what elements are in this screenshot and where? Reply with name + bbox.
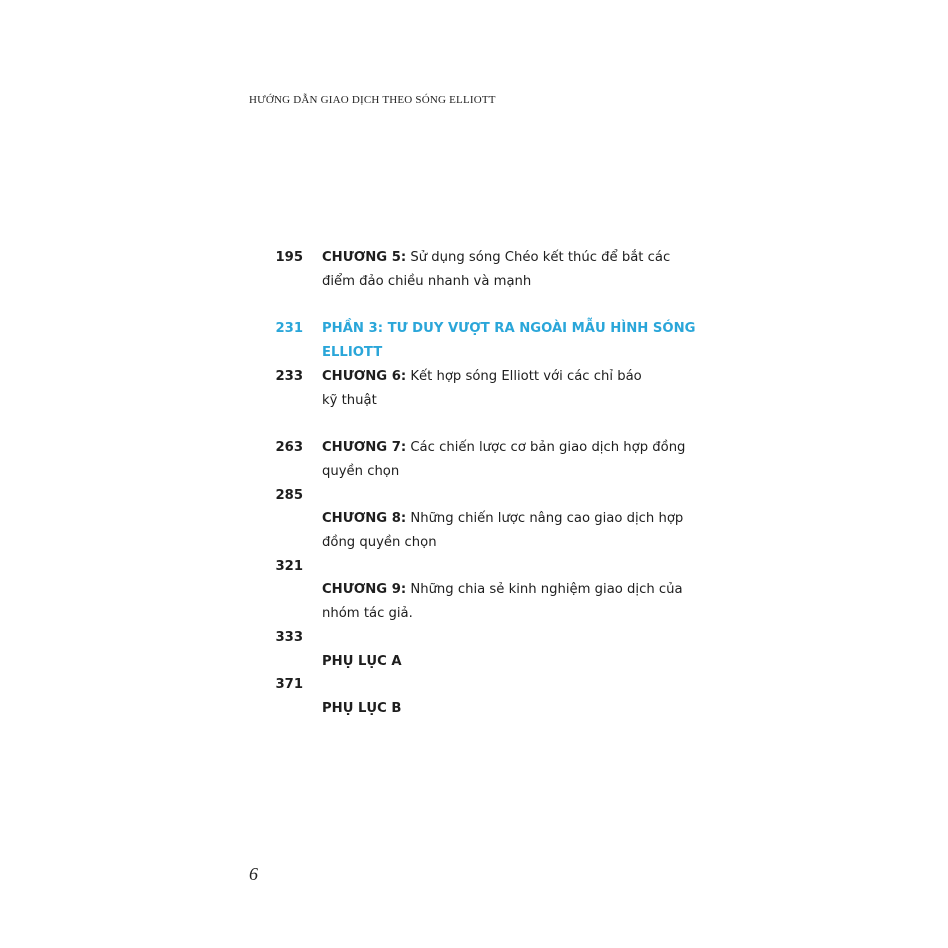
chapter-title-continued: đồng quyền chọn bbox=[322, 535, 437, 550]
chapter-title-continued: nhóm tác giả. bbox=[322, 606, 413, 621]
toc-page-number: 371 bbox=[275, 677, 303, 692]
part-title-continued: ELLIOTT bbox=[322, 345, 383, 360]
toc-page-number: 263 bbox=[275, 440, 303, 455]
toc-entry-chapter-7 bbox=[322, 436, 685, 460]
toc-page-number: 231 bbox=[275, 321, 303, 336]
chapter-label: CHƯƠNG 8: bbox=[322, 511, 407, 526]
chapter-title: Những chia sẻ kinh nghiệm giao dịch của bbox=[406, 582, 683, 597]
toc-entry-appendix-b: PHỤ LỤC B bbox=[322, 701, 402, 716]
toc-page-number: 233 bbox=[275, 369, 303, 384]
toc-page-number: 333 bbox=[275, 630, 303, 645]
toc-entry-appendix-a: PHỤ LỤC A bbox=[322, 654, 402, 669]
chapter-title: Kết hợp sóng Elliott với các chỉ báo bbox=[406, 369, 642, 384]
chapter-label: CHƯƠNG 5: bbox=[322, 250, 407, 265]
toc-entry-chapter-8 bbox=[322, 507, 683, 531]
chapter-title-continued: quyền chọn bbox=[322, 464, 400, 479]
toc-entry-chapter-5 bbox=[322, 246, 670, 270]
chapter-title: Sử dụng sóng Chéo kết thúc để bắt các bbox=[406, 250, 671, 265]
toc-page-number: 285 bbox=[275, 488, 303, 503]
chapter-title-continued: điểm đảo chiều nhanh và mạnh bbox=[322, 274, 532, 289]
toc-entry-chapter-9 bbox=[322, 578, 683, 602]
running-head: HƯỚNG DẪN GIAO DỊCH THEO SÓNG ELLIOTT bbox=[249, 94, 496, 106]
chapter-title: Những chiến lược nâng cao giao dịch hợp bbox=[406, 511, 684, 526]
chapter-title: Các chiến lược cơ bản giao dịch hợp đồng bbox=[406, 440, 686, 455]
chapter-title-continued: kỹ thuật bbox=[322, 393, 377, 408]
toc-entry-part-3: PHẦN 3: TƯ DUY VƯỢT RA NGOÀI MẪU HÌNH SÓNG bbox=[322, 321, 696, 336]
page-number: 6 bbox=[249, 864, 258, 884]
toc-page-number: 321 bbox=[275, 559, 303, 574]
chapter-label: CHƯƠNG 7: bbox=[322, 440, 407, 455]
chapter-label: CHƯƠNG 9: bbox=[322, 582, 407, 597]
chapter-label: CHƯƠNG 6: bbox=[322, 369, 407, 384]
toc-page-number: 195 bbox=[275, 250, 303, 265]
toc-entry-chapter-6 bbox=[322, 365, 642, 389]
